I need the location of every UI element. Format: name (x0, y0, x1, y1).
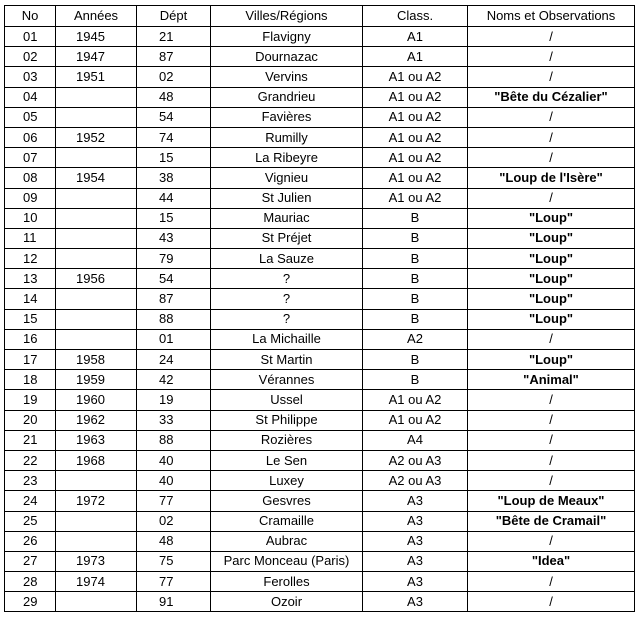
table-row (5, 168, 635, 188)
table-row (5, 491, 635, 511)
cell-year (56, 87, 137, 107)
cell-observations: / (468, 410, 635, 430)
table-row (5, 249, 635, 269)
cell-no: 26 (5, 531, 56, 551)
cell-year: 1959 (56, 370, 137, 390)
cell-observations: / (468, 67, 635, 87)
header-no: No (5, 6, 56, 27)
cell-place: Gesvres (211, 491, 363, 511)
cell-no: 12 (5, 249, 56, 269)
cell-observations: / (468, 471, 635, 491)
cell-observations: "Loup de l'Isère" (468, 168, 635, 188)
cell-dept: 54 (137, 269, 211, 289)
cell-place: La Michaille (211, 329, 363, 349)
cell-class: A3 (363, 551, 468, 571)
cell-place: Mauriac (211, 208, 363, 228)
table-row (5, 107, 635, 127)
table-row (5, 551, 635, 571)
cell-no: 02 (5, 47, 56, 67)
cell-year (56, 249, 137, 269)
cell-year: 1952 (56, 127, 137, 147)
table-row (5, 390, 635, 410)
table-row (5, 269, 635, 289)
cell-observations: / (468, 107, 635, 127)
cell-observations: "Bête de Cramail" (468, 511, 635, 531)
cell-place: Rumilly (211, 127, 363, 147)
table-row (5, 309, 635, 329)
cell-class: A1 ou A2 (363, 127, 468, 147)
header-place: Villes/Régions (211, 6, 363, 27)
cell-class: A3 (363, 511, 468, 531)
table-row (5, 127, 635, 147)
cell-dept: 77 (137, 572, 211, 592)
cell-year (56, 531, 137, 551)
cell-place: Aubrac (211, 531, 363, 551)
cell-no: 09 (5, 188, 56, 208)
cell-no: 20 (5, 410, 56, 430)
cell-observations: / (468, 148, 635, 168)
cell-place: Vignieu (211, 168, 363, 188)
table-row (5, 329, 635, 349)
cell-dept: 33 (137, 410, 211, 430)
cell-dept: 42 (137, 370, 211, 390)
table-row (5, 27, 635, 47)
cell-class: A1 (363, 47, 468, 67)
cell-class: A1 ou A2 (363, 168, 468, 188)
cell-no: 17 (5, 350, 56, 370)
cell-dept: 24 (137, 350, 211, 370)
cell-dept: 43 (137, 228, 211, 248)
cell-observations: / (468, 430, 635, 450)
cell-no: 08 (5, 168, 56, 188)
cell-class: B (363, 208, 468, 228)
cell-place: Dournazac (211, 47, 363, 67)
table-row (5, 410, 635, 430)
table-body (5, 27, 635, 612)
cell-dept: 01 (137, 329, 211, 349)
cell-dept: 79 (137, 249, 211, 269)
cell-observations: / (468, 47, 635, 67)
cell-year (56, 289, 137, 309)
cell-observations: "Loup" (468, 228, 635, 248)
cell-place: Luxey (211, 471, 363, 491)
cell-observations: / (468, 329, 635, 349)
cell-class: B (363, 289, 468, 309)
cell-year: 1945 (56, 27, 137, 47)
cell-place: Le Sen (211, 450, 363, 470)
cell-year: 1968 (56, 450, 137, 470)
cell-place: Favières (211, 107, 363, 127)
cell-no: 07 (5, 148, 56, 168)
cell-class: A1 (363, 27, 468, 47)
cell-year: 1963 (56, 430, 137, 450)
cell-no: 16 (5, 329, 56, 349)
cell-dept: 75 (137, 551, 211, 571)
cell-class: A3 (363, 531, 468, 551)
cell-no: 28 (5, 572, 56, 592)
cell-dept: 74 (137, 127, 211, 147)
cell-place: Cramaille (211, 511, 363, 531)
cell-no: 10 (5, 208, 56, 228)
cell-place: Vervins (211, 67, 363, 87)
header-observations: Noms et Observations (468, 6, 635, 27)
cell-place: Rozières (211, 430, 363, 450)
cell-observations: / (468, 127, 635, 147)
cell-year: 1972 (56, 491, 137, 511)
cell-no: 01 (5, 27, 56, 47)
table-row (5, 228, 635, 248)
table-row (5, 188, 635, 208)
cell-observations: "Loup" (468, 249, 635, 269)
cell-observations: / (468, 390, 635, 410)
cell-place: ? (211, 309, 363, 329)
cell-place: ? (211, 269, 363, 289)
table-row (5, 592, 635, 612)
table-row (5, 572, 635, 592)
cell-no: 22 (5, 450, 56, 470)
cell-year (56, 309, 137, 329)
cell-observations: "Loup de Meaux" (468, 491, 635, 511)
table-row (5, 208, 635, 228)
table-row (5, 450, 635, 470)
cell-no: 21 (5, 430, 56, 450)
table-row (5, 531, 635, 551)
cell-place: St Préjet (211, 228, 363, 248)
cell-observations: "Idea" (468, 551, 635, 571)
cell-class: B (363, 370, 468, 390)
cell-year: 1962 (56, 410, 137, 430)
cell-observations: / (468, 531, 635, 551)
cell-class: A2 ou A3 (363, 471, 468, 491)
cell-class: A1 ou A2 (363, 390, 468, 410)
header-dept: Dépt (137, 6, 211, 27)
cell-dept: 87 (137, 289, 211, 309)
cell-no: 15 (5, 309, 56, 329)
cell-class: B (363, 228, 468, 248)
cell-no: 24 (5, 491, 56, 511)
cell-no: 23 (5, 471, 56, 491)
cell-place: Ussel (211, 390, 363, 410)
table-row (5, 148, 635, 168)
cell-dept: 87 (137, 47, 211, 67)
cell-year: 1947 (56, 47, 137, 67)
cell-dept: 21 (137, 27, 211, 47)
cell-year (56, 208, 137, 228)
cell-no: 04 (5, 87, 56, 107)
cell-place: Parc Monceau (Paris) (211, 551, 363, 571)
cell-class: B (363, 269, 468, 289)
cell-place: Vérannes (211, 370, 363, 390)
cell-no: 13 (5, 269, 56, 289)
cell-year: 1956 (56, 269, 137, 289)
cell-year: 1951 (56, 67, 137, 87)
cell-class: A1 ou A2 (363, 188, 468, 208)
cell-observations: "Loup" (468, 350, 635, 370)
cell-no: 05 (5, 107, 56, 127)
cell-year (56, 471, 137, 491)
cell-observations: / (468, 572, 635, 592)
cell-class: A3 (363, 592, 468, 612)
cell-observations: "Loup" (468, 309, 635, 329)
cell-place: Ozoir (211, 592, 363, 612)
cell-no: 18 (5, 370, 56, 390)
table-row (5, 430, 635, 450)
cell-dept: 19 (137, 390, 211, 410)
cell-place: ? (211, 289, 363, 309)
table-row (5, 47, 635, 67)
cell-year (56, 188, 137, 208)
table-row (5, 87, 635, 107)
cell-no: 11 (5, 228, 56, 248)
cell-observations: "Loup" (468, 269, 635, 289)
cell-dept: 40 (137, 471, 211, 491)
cell-class: B (363, 309, 468, 329)
cell-class: A3 (363, 491, 468, 511)
cell-year (56, 592, 137, 612)
cell-dept: 48 (137, 87, 211, 107)
cell-observations: / (468, 592, 635, 612)
cell-class: A1 ou A2 (363, 87, 468, 107)
cell-dept: 77 (137, 491, 211, 511)
cell-place: St Philippe (211, 410, 363, 430)
cell-place: Grandrieu (211, 87, 363, 107)
cell-dept: 15 (137, 148, 211, 168)
cell-dept: 40 (137, 450, 211, 470)
cell-year: 1973 (56, 551, 137, 571)
table-row (5, 289, 635, 309)
cell-year: 1974 (56, 572, 137, 592)
cell-no: 27 (5, 551, 56, 571)
cell-class: A1 ou A2 (363, 148, 468, 168)
table-row (5, 471, 635, 491)
cell-class: A4 (363, 430, 468, 450)
cell-dept: 02 (137, 67, 211, 87)
table-row (5, 511, 635, 531)
cell-observations: "Loup" (468, 208, 635, 228)
cell-class: A2 (363, 329, 468, 349)
cell-year (56, 107, 137, 127)
table-row (5, 350, 635, 370)
sightings-table (4, 5, 635, 612)
table-row (5, 370, 635, 390)
cell-year (56, 511, 137, 531)
cell-dept: 48 (137, 531, 211, 551)
table-row (5, 67, 635, 87)
cell-place: Ferolles (211, 572, 363, 592)
table-header-row (5, 6, 635, 27)
cell-class: A1 ou A2 (363, 410, 468, 430)
cell-year: 1960 (56, 390, 137, 410)
cell-place: La Sauze (211, 249, 363, 269)
cell-no: 19 (5, 390, 56, 410)
cell-no: 14 (5, 289, 56, 309)
header-year: Années (56, 6, 137, 27)
cell-place: La Ribeyre (211, 148, 363, 168)
cell-dept: 88 (137, 430, 211, 450)
cell-observations: "Animal" (468, 370, 635, 390)
cell-no: 06 (5, 127, 56, 147)
cell-observations: / (468, 188, 635, 208)
cell-no: 29 (5, 592, 56, 612)
cell-observations: "Loup" (468, 289, 635, 309)
cell-year: 1954 (56, 168, 137, 188)
cell-class: B (363, 249, 468, 269)
header-class: Class. (363, 6, 468, 27)
cell-place: St Julien (211, 188, 363, 208)
cell-class: A2 ou A3 (363, 450, 468, 470)
cell-dept: 44 (137, 188, 211, 208)
cell-dept: 02 (137, 511, 211, 531)
cell-year (56, 228, 137, 248)
cell-place: Flavigny (211, 27, 363, 47)
cell-year (56, 329, 137, 349)
cell-class: A1 ou A2 (363, 67, 468, 87)
cell-no: 03 (5, 67, 56, 87)
cell-dept: 54 (137, 107, 211, 127)
cell-class: A3 (363, 572, 468, 592)
cell-class: B (363, 350, 468, 370)
cell-observations: "Bête du Cézalier" (468, 87, 635, 107)
cell-year: 1958 (56, 350, 137, 370)
cell-dept: 91 (137, 592, 211, 612)
cell-dept: 38 (137, 168, 211, 188)
cell-no: 25 (5, 511, 56, 531)
cell-dept: 15 (137, 208, 211, 228)
cell-place: St Martin (211, 350, 363, 370)
cell-observations: / (468, 27, 635, 47)
cell-observations: / (468, 450, 635, 470)
cell-year (56, 148, 137, 168)
cell-class: A1 ou A2 (363, 107, 468, 127)
cell-dept: 88 (137, 309, 211, 329)
